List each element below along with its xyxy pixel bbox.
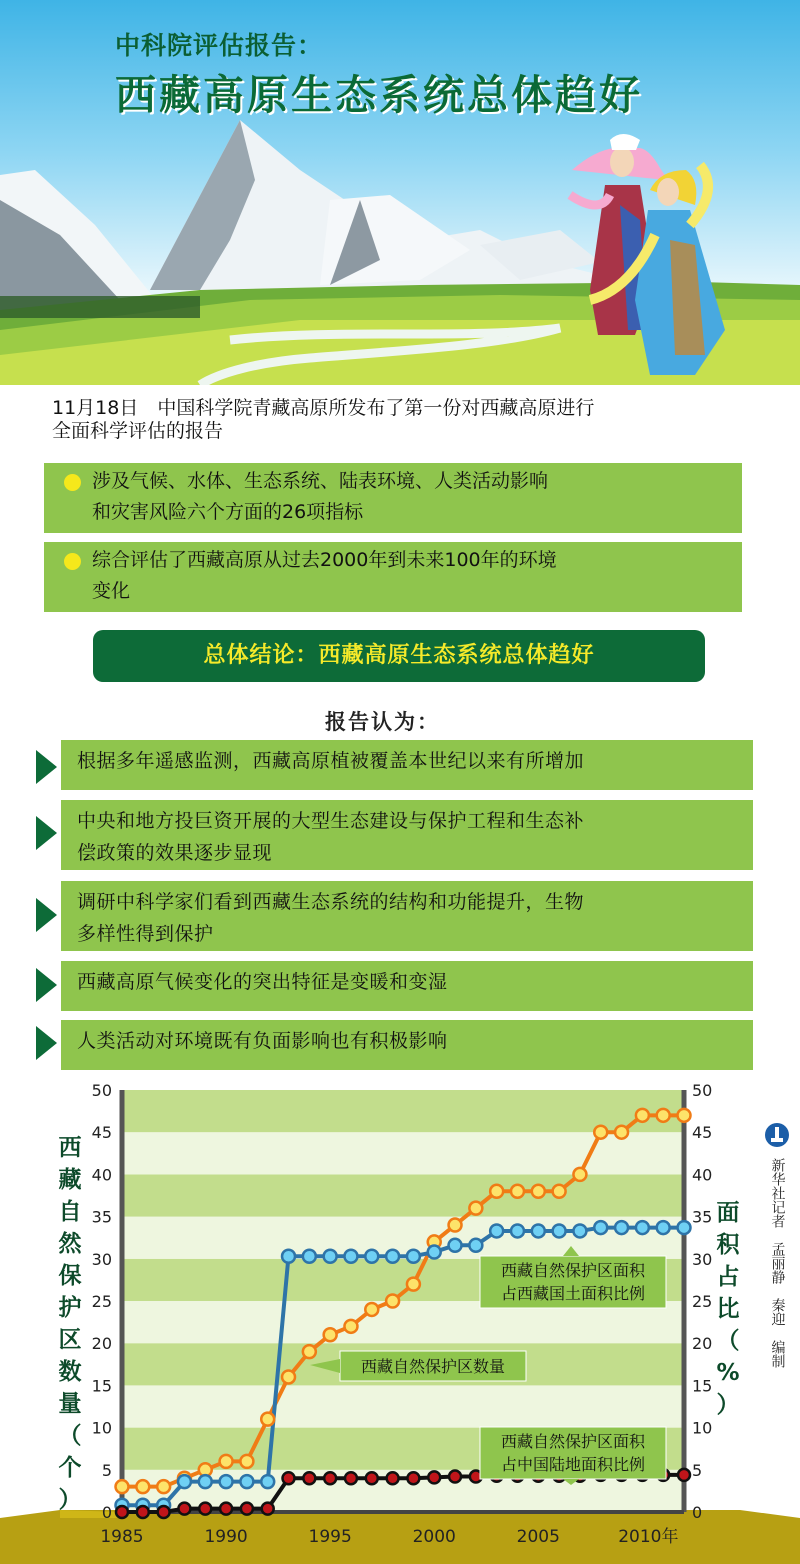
data-point [365, 1303, 378, 1316]
data-point [407, 1250, 420, 1263]
data-point [573, 1168, 586, 1181]
bullet-box [44, 542, 742, 612]
x-tick-label: 2005 [516, 1527, 560, 1547]
data-point [199, 1475, 212, 1488]
y-axis-title-right-char: % [716, 1360, 740, 1386]
data-point [303, 1250, 316, 1263]
data-point [449, 1239, 462, 1252]
data-point [136, 1480, 149, 1493]
x-tick-label: 2000 [412, 1527, 456, 1547]
grid-band [122, 1385, 684, 1427]
data-point [344, 1250, 357, 1263]
y-axis-title-left-char: 数 [58, 1359, 82, 1385]
yellow-dot-icon [64, 553, 81, 570]
annotation-text: 西藏自然保护区数量 [360, 1357, 506, 1376]
finding-line: 人类活动对环境既有负面影响也有积极影响 [77, 1030, 448, 1052]
annotation-text: 西藏自然保护区面积 [500, 1261, 646, 1280]
intro-text [52, 397, 767, 443]
bullet-line: 变化 [92, 580, 131, 602]
grid-band [122, 1174, 684, 1216]
data-point [636, 1221, 649, 1234]
finding-line: 偿政策的效果逐步显现 [77, 842, 273, 864]
y-axis-title-left-char: 区 [58, 1327, 82, 1353]
credit [762, 1122, 792, 1368]
y-tick-label-right: 35 [692, 1207, 713, 1227]
y-axis-title-left-char: 然 [58, 1231, 82, 1257]
intro-line-1: 11月18日 中国科学院青藏高原所发布了第一份对西藏高原进行 [52, 397, 595, 419]
y-tick-label-right: 50 [692, 1081, 713, 1100]
credit-text: 新华社记者 孟丽静 秦迎 编制 [769, 1158, 786, 1368]
data-point [240, 1475, 253, 1488]
y-axis-title-left-char: ） [58, 1487, 82, 1513]
data-point [657, 1221, 670, 1234]
data-point [553, 1224, 566, 1237]
y-tick-label-left: 40 [91, 1165, 112, 1185]
data-point [573, 1224, 586, 1237]
xinhua-logo-icon [764, 1122, 790, 1148]
y-tick-label-right: 15 [692, 1376, 713, 1396]
annotation-text: 西藏自然保护区面积 [500, 1432, 646, 1451]
data-point [262, 1503, 274, 1515]
report-heading: 报告认为： [325, 710, 440, 734]
data-point [365, 1250, 378, 1263]
data-point [282, 1250, 295, 1263]
y-axis-title-left-char: 保 [58, 1263, 82, 1289]
conclusion-banner: 总体结论：西藏高原生态系统总体趋好 [93, 630, 705, 682]
data-point [283, 1472, 295, 1484]
data-point [407, 1472, 419, 1484]
y-axis-title-left-char: 藏 [58, 1167, 82, 1193]
data-point [282, 1370, 295, 1383]
data-point [220, 1475, 233, 1488]
data-point [387, 1472, 399, 1484]
x-tick-label: 1985 [100, 1527, 144, 1547]
data-point [345, 1472, 357, 1484]
data-point [220, 1455, 233, 1468]
y-tick-label-left: 50 [91, 1081, 112, 1100]
x-tick-label: 2010年 [618, 1527, 679, 1547]
bullet-box [44, 463, 742, 533]
data-point [428, 1246, 441, 1259]
y-tick-label-left: 15 [91, 1376, 112, 1396]
x-tick-label: 1995 [308, 1527, 352, 1547]
data-point [511, 1224, 524, 1237]
data-point [428, 1471, 440, 1483]
y-axis-title-left-char: 西 [58, 1135, 82, 1161]
data-point [490, 1185, 503, 1198]
data-point [261, 1413, 274, 1426]
data-point [324, 1328, 337, 1341]
finding-box [61, 961, 753, 1011]
y-axis-title-left-char: （ [58, 1423, 82, 1449]
y-tick-label-right: 45 [692, 1123, 713, 1143]
hero-banner [0, 0, 800, 385]
arrow-icon [36, 898, 57, 932]
y-tick-label-right: 10 [692, 1418, 713, 1438]
data-point [594, 1126, 607, 1139]
y-tick-label-left: 20 [91, 1334, 112, 1354]
data-point [594, 1221, 607, 1234]
data-point [449, 1219, 462, 1232]
y-tick-label-left: 0 [101, 1503, 112, 1522]
data-point [532, 1185, 545, 1198]
finding-box [61, 1020, 753, 1070]
data-point [303, 1472, 315, 1484]
y-tick-label-right: 0 [692, 1503, 703, 1522]
y-axis-title-right-char: 比 [716, 1296, 740, 1322]
data-point [261, 1475, 274, 1488]
y-tick-label-right: 20 [692, 1334, 713, 1354]
finding-box [61, 881, 753, 951]
data-point [532, 1224, 545, 1237]
data-point [553, 1185, 566, 1198]
data-point [178, 1475, 191, 1488]
y-axis-title-left-char: 个 [58, 1455, 82, 1481]
data-point [158, 1506, 170, 1518]
finding-line: 多样性得到保护 [77, 923, 214, 945]
data-point [324, 1250, 337, 1263]
y-tick-label-left: 5 [101, 1460, 112, 1480]
data-point [199, 1503, 211, 1515]
y-axis-title-right-char: 占 [716, 1264, 740, 1290]
data-point [116, 1506, 128, 1518]
annotation-text: 占西藏国土面积比例 [500, 1284, 646, 1303]
data-point [220, 1503, 232, 1515]
finding-box [61, 740, 753, 790]
data-point [116, 1480, 129, 1493]
finding-line: 根据多年遥感监测，西藏高原植被覆盖本世纪以来有所增加 [77, 750, 585, 772]
data-point [657, 1109, 670, 1122]
data-point [490, 1224, 503, 1237]
y-tick-label-left: 25 [91, 1292, 112, 1311]
x-tick-label: 1990 [204, 1527, 248, 1547]
y-axis-title-right-char: （ [716, 1328, 740, 1354]
data-point [157, 1480, 170, 1493]
y-axis-title-left-char: 护 [58, 1295, 82, 1321]
y-tick-label-left: 10 [91, 1418, 112, 1438]
data-point [303, 1345, 316, 1358]
header-kicker: 中科院评估报告： [115, 31, 324, 60]
data-point [615, 1126, 628, 1139]
data-point [615, 1221, 628, 1234]
data-point [324, 1472, 336, 1484]
data-point [678, 1109, 691, 1122]
nature-reserve-chart [0, 1070, 800, 1564]
finding-line: 中央和地方投巨资开展的大型生态建设与保护工程和生态补 [77, 810, 585, 832]
y-axis-title-right-char: ） [716, 1392, 740, 1418]
y-axis-title-right-char: 面 [716, 1200, 740, 1226]
y-tick-label-left: 30 [91, 1249, 112, 1269]
data-point [386, 1295, 399, 1308]
y-tick-label-right: 40 [692, 1165, 713, 1185]
data-point [386, 1250, 399, 1263]
arrow-icon [36, 1026, 57, 1060]
bullet-line: 和灾害风险六个方面的26项指标 [92, 501, 364, 523]
page-title: 西藏高原生态系统总体趋好 [115, 71, 643, 119]
data-point [469, 1239, 482, 1252]
intro-line-2: 全面科学评估的报告 [52, 420, 224, 442]
yellow-dot-icon [64, 474, 81, 491]
data-point [469, 1202, 482, 1215]
bullet-line: 综合评估了西藏高原从过去2000年到未来100年的环境 [92, 549, 557, 571]
y-tick-label-right: 30 [692, 1249, 713, 1269]
bullet-line: 涉及气候、水体、生态系统、陆表环境、人类活动影响 [92, 470, 549, 492]
data-point [240, 1455, 253, 1468]
data-point [241, 1503, 253, 1515]
y-tick-label-right: 25 [692, 1292, 713, 1311]
arrow-icon [36, 968, 57, 1002]
finding-line: 调研中科学家们看到西藏生态系统的结构和功能提升，生物 [77, 891, 585, 913]
finding-box [61, 800, 753, 870]
annotation-text: 占中国陆地面积比例 [500, 1455, 646, 1474]
y-axis-title-left-char: 自 [58, 1199, 82, 1225]
y-tick-label-left: 45 [91, 1123, 112, 1143]
y-tick-label-left: 35 [91, 1207, 112, 1227]
data-point [678, 1469, 690, 1481]
y-axis-title-left-char: 量 [58, 1391, 82, 1417]
y-axis-title-right-char: 积 [716, 1232, 740, 1258]
arrow-icon [36, 816, 57, 850]
data-point [636, 1109, 649, 1122]
data-point [344, 1320, 357, 1333]
data-point [449, 1471, 461, 1483]
data-point [678, 1221, 691, 1234]
y-tick-label-right: 5 [692, 1460, 703, 1480]
data-point [137, 1506, 149, 1518]
arrow-icon [36, 750, 57, 784]
data-point [178, 1503, 190, 1515]
data-point [511, 1185, 524, 1198]
finding-line: 西藏高原气候变化的突出特征是变暖和变湿 [77, 971, 448, 993]
data-point [366, 1472, 378, 1484]
data-point [407, 1278, 420, 1291]
